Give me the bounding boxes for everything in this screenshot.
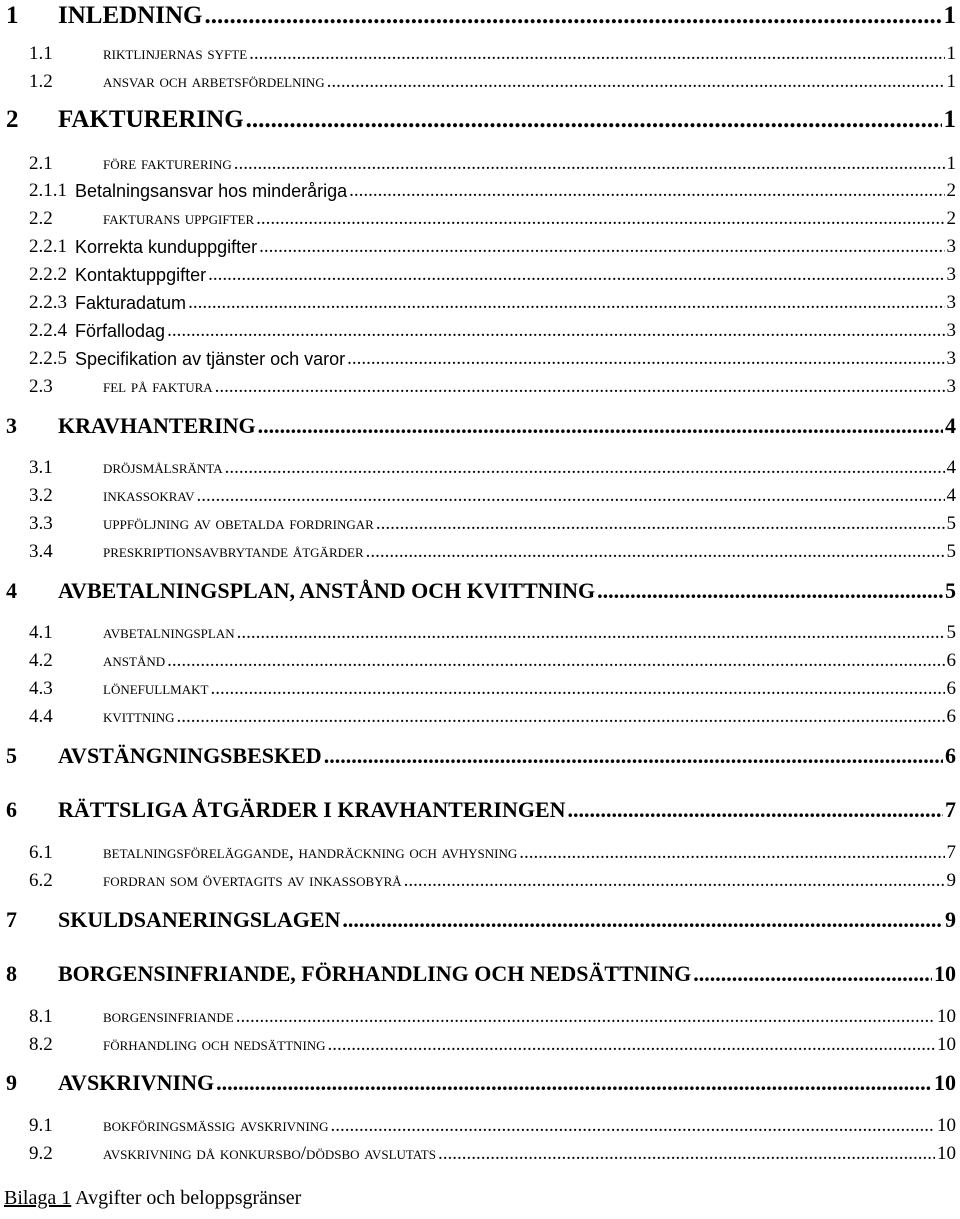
toc-dot-leader: [693, 961, 932, 987]
toc-entry-page: 10: [937, 1034, 956, 1055]
toc-entry[interactable]: [0, 228, 956, 258]
toc-dot-leader: [597, 578, 943, 604]
toc-entry-number: 9: [6, 1070, 17, 1095]
toc-entry[interactable]: [0, 614, 956, 644]
toc-entry-number: 4.3: [29, 678, 53, 699]
toc-entry-page: 10: [934, 961, 956, 986]
toc-entry-page: 6: [945, 743, 956, 768]
toc-entry-page: 6: [946, 650, 956, 671]
toc-dot-leader: [327, 71, 945, 93]
toc-entry-number: 1.2: [29, 71, 53, 92]
toc-dot-leader: [237, 622, 945, 644]
toc-entry-number: 3.1: [29, 457, 53, 478]
toc-entry-title[interactable]: preskriptionsavbrytande åtgärder: [103, 541, 364, 562]
toc-entry[interactable]: [0, 670, 956, 700]
toc-entry[interactable]: [0, 642, 956, 672]
toc-entry-title[interactable]: Förfallodag: [75, 321, 166, 341]
toc-dot-leader: [519, 842, 944, 864]
toc-entry-number: 2.1: [29, 153, 53, 174]
toc-entry[interactable]: [0, 63, 956, 93]
toc-entry-title[interactable]: fel på faktura: [103, 376, 213, 397]
toc-entry-number: 5: [6, 743, 17, 768]
toc-entry-page: 3: [946, 376, 956, 397]
toc-entry-title[interactable]: lönefullmakt: [103, 678, 209, 699]
toc-entry-page: 10: [934, 1070, 956, 1095]
toc-entry[interactable]: [0, 834, 956, 864]
toc-dot-leader: [215, 376, 945, 398]
toc-entry-page: 1: [946, 43, 956, 64]
toc-entry-page: 6: [946, 706, 956, 727]
toc-entry-number: 1.1: [29, 43, 53, 64]
toc-dot-leader: [225, 457, 945, 479]
toc-entry-title[interactable]: Kontaktuppgifter: [75, 265, 207, 285]
toc-entry-number: 3.2: [29, 485, 53, 506]
toc-entry-number: 4: [6, 578, 17, 603]
toc-dot-leader: [324, 743, 943, 769]
toc-entry-number: 4.2: [29, 650, 53, 671]
toc-dot-leader: [210, 678, 944, 700]
toc-dot-leader: [197, 485, 945, 507]
appendix-link[interactable]: Bilaga 1: [4, 1187, 72, 1209]
toc-entry-page: 9: [946, 870, 956, 891]
toc-entry-title[interactable]: ansvar och arbetsfördelning: [103, 71, 325, 92]
toc-entry-title[interactable]: RÄTTSLIGA ÅTGÄRDER I KRAVHANTERINGEN: [58, 797, 566, 822]
toc-entry-number: 2.3: [29, 376, 53, 397]
toc-entry-page: 3: [946, 320, 956, 341]
toc-entry-page: 10: [937, 1115, 956, 1136]
toc-entry-number: 9.2: [29, 1143, 53, 1164]
toc-entry-page: 5: [946, 513, 956, 534]
toc-entry-number: 2.2.2: [29, 264, 67, 285]
toc-entry[interactable]: [0, 409, 956, 439]
toc-entry-title[interactable]: borgensinfriande: [103, 1006, 234, 1027]
toc-dot-leader: [331, 1115, 935, 1137]
toc-entry-number: 2.2: [29, 208, 53, 229]
toc-entry-title[interactable]: AVSTÄNGNINGSBESKED: [58, 743, 322, 768]
toc-entry[interactable]: [0, 340, 956, 370]
toc-entry-title[interactable]: avbetalningsplan: [103, 622, 235, 643]
appendix-title: Avgifter och beloppsgränser: [75, 1187, 302, 1209]
toc-entry-number: 3: [6, 413, 17, 438]
toc-dot-leader: [204, 2, 941, 30]
toc-entry-title[interactable]: KRAVHANTERING: [58, 413, 256, 438]
toc-entry[interactable]: [0, 256, 956, 286]
toc-entry-title[interactable]: INLEDNING: [58, 2, 203, 29]
toc-entry-title[interactable]: kvittning: [103, 706, 175, 727]
toc-entry-number: 4.1: [29, 622, 53, 643]
toc-dot-leader: [208, 264, 944, 286]
toc-entry-page: 6: [946, 678, 956, 699]
toc-entry[interactable]: [0, 145, 956, 175]
toc-dot-leader: [328, 1034, 935, 1056]
toc-entry[interactable]: [0, 368, 956, 398]
toc-entry-number: 2.2.3: [29, 292, 67, 313]
toc-entry-page: 5: [945, 578, 956, 603]
toc-dot-leader: [438, 1143, 935, 1165]
toc-entry[interactable]: [0, 574, 956, 604]
toc-entry-title[interactable]: Fakturadatum: [75, 293, 187, 313]
toc-dot-leader: [347, 348, 944, 370]
toc-entry-title[interactable]: AVSKRIVNING: [58, 1070, 215, 1095]
toc-entry-number: 8.1: [29, 1006, 53, 1027]
toc-dot-leader: [366, 541, 945, 563]
toc-entry-title[interactable]: förhandling och nedsättning: [103, 1034, 326, 1055]
toc-entry-title[interactable]: Specifikation av tjänster och varor: [75, 349, 346, 369]
toc-entry[interactable]: [0, 200, 956, 230]
toc-entry-number: 3.3: [29, 513, 53, 534]
toc-entry-title[interactable]: Korrekta kunduppgifter: [75, 237, 258, 257]
toc-entry-number: 6.2: [29, 870, 53, 891]
toc-entry-page: 10: [937, 1006, 956, 1027]
toc-entry-title[interactable]: SKULDSANERINGSLAGEN: [58, 907, 341, 932]
toc-entry-title[interactable]: avskrivning då konkursbo/dödsbo avslutats: [103, 1143, 436, 1164]
toc-dot-leader: [256, 208, 944, 230]
toc-entry-title[interactable]: BORGENSINFRIANDE, FÖRHANDLING OCH NEDSÄTTNING: [58, 961, 692, 986]
toc-entry-page: 10: [937, 1143, 956, 1164]
toc-entry-page: 4: [946, 485, 956, 506]
toc-entry-title[interactable]: inkassokrav: [103, 485, 195, 506]
toc-entry-title[interactable]: bokföringsmässig avskrivning: [103, 1115, 329, 1136]
toc-entry[interactable]: [0, 1066, 956, 1096]
toc-dot-leader: [259, 236, 944, 258]
toc-entry-page: 1: [943, 106, 956, 133]
toc-dot-leader: [568, 797, 943, 823]
toc-entry-page: 1: [946, 71, 956, 92]
toc-entry[interactable]: [0, 1107, 956, 1137]
toc-entry-page: 3: [946, 236, 956, 257]
toc-dot-leader: [246, 106, 942, 134]
toc-dot-leader: [249, 43, 944, 65]
toc-entry[interactable]: [0, 35, 956, 65]
toc-dot-leader: [404, 870, 945, 892]
toc-entry-number: 8: [6, 961, 17, 986]
toc-entry[interactable]: [0, 0, 956, 30]
toc-entry-number: 4.4: [29, 706, 53, 727]
toc-entry-number: 6: [6, 797, 17, 822]
toc-entry-title[interactable]: fakturans uppgifter: [103, 208, 255, 229]
toc-entry-page: 1: [946, 153, 956, 174]
toc-dot-leader: [342, 907, 943, 933]
toc-entry-page: 4: [945, 413, 956, 438]
toc-dot-leader: [188, 292, 944, 314]
toc-entry-number: 2.2.4: [29, 320, 67, 341]
toc-entry[interactable]: [0, 284, 956, 314]
toc-entry[interactable]: [0, 698, 956, 728]
toc-dot-leader: [167, 320, 944, 342]
toc-dot-leader: [236, 1006, 935, 1028]
toc-entry-number: 8.2: [29, 1034, 53, 1055]
toc-entry-page: 3: [946, 348, 956, 369]
toc-entry-title[interactable]: före fakturering: [103, 153, 232, 174]
toc-entry-title[interactable]: anstånd: [103, 650, 166, 671]
toc-entry-page: 3: [946, 292, 956, 313]
toc-entry[interactable]: [0, 1026, 956, 1056]
toc-entry[interactable]: [0, 957, 956, 987]
toc-entry-page: 5: [946, 541, 956, 562]
toc-entry[interactable]: [0, 477, 956, 507]
toc-entry-title[interactable]: AVBETALNINGSPLAN, ANSTÅND OCH KVITTNING: [58, 578, 596, 603]
appendix-line: [4, 1187, 301, 1210]
toc-entry-page: 2: [946, 208, 956, 229]
toc-entry[interactable]: [0, 1135, 956, 1165]
toc-entry-number: 7: [6, 907, 17, 932]
toc-entry-title[interactable]: Betalningsansvar hos minderåriga: [75, 181, 348, 201]
toc-entry[interactable]: [0, 862, 956, 892]
toc-entry[interactable]: [0, 505, 956, 535]
toc-entry[interactable]: [0, 104, 956, 134]
toc-entry-title[interactable]: uppföljning av obetalda fordringar: [103, 513, 374, 534]
toc-entry[interactable]: [0, 739, 956, 769]
toc-entry-page: 9: [945, 907, 956, 932]
toc-entry-title[interactable]: fordran som övertagits av inkassobyrå: [103, 870, 402, 891]
toc-entry-number: 2.2.1: [29, 236, 67, 257]
toc-dot-leader: [167, 650, 944, 672]
toc-entry[interactable]: [0, 449, 956, 479]
toc-entry-number: 2.1.1: [29, 180, 67, 201]
toc-entry-title[interactable]: riktlinjernas syfte: [103, 43, 248, 64]
toc-entry[interactable]: [0, 533, 956, 563]
toc-entry-page: 1: [943, 2, 956, 29]
toc-entry-number: 2.2.5: [29, 348, 67, 369]
toc-dot-leader: [258, 413, 943, 439]
toc-entry-number: 6.1: [29, 842, 53, 863]
toc-dot-leader: [349, 180, 944, 202]
toc-entry[interactable]: [0, 903, 956, 933]
toc-entry-page: 4: [946, 457, 956, 478]
toc-entry-page: 3: [946, 264, 956, 285]
toc-entry-title[interactable]: FAKTURERING: [58, 106, 244, 133]
toc-entry[interactable]: [0, 793, 956, 823]
toc-entry[interactable]: [0, 998, 956, 1028]
toc-entry-title[interactable]: dröjsmålsränta: [103, 457, 223, 478]
toc-entry[interactable]: [0, 312, 956, 342]
toc-dot-leader: [376, 513, 945, 535]
toc-entry-page: 5: [946, 622, 956, 643]
toc-entry-page: 2: [946, 180, 956, 201]
toc-entry[interactable]: [0, 172, 956, 202]
toc-dot-leader: [176, 706, 944, 728]
toc-entry-number: 9.1: [29, 1115, 53, 1136]
toc-entry-title[interactable]: betalningsföreläggande, handräckning och avhysning: [103, 842, 518, 863]
toc-entry-number: 3.4: [29, 541, 53, 562]
toc-entry-page: 7: [946, 842, 956, 863]
toc-dot-leader: [216, 1070, 932, 1096]
toc-entry-number: 1: [6, 2, 19, 29]
toc-entry-page: 7: [945, 797, 956, 822]
toc-entry-number: 2: [6, 106, 19, 133]
